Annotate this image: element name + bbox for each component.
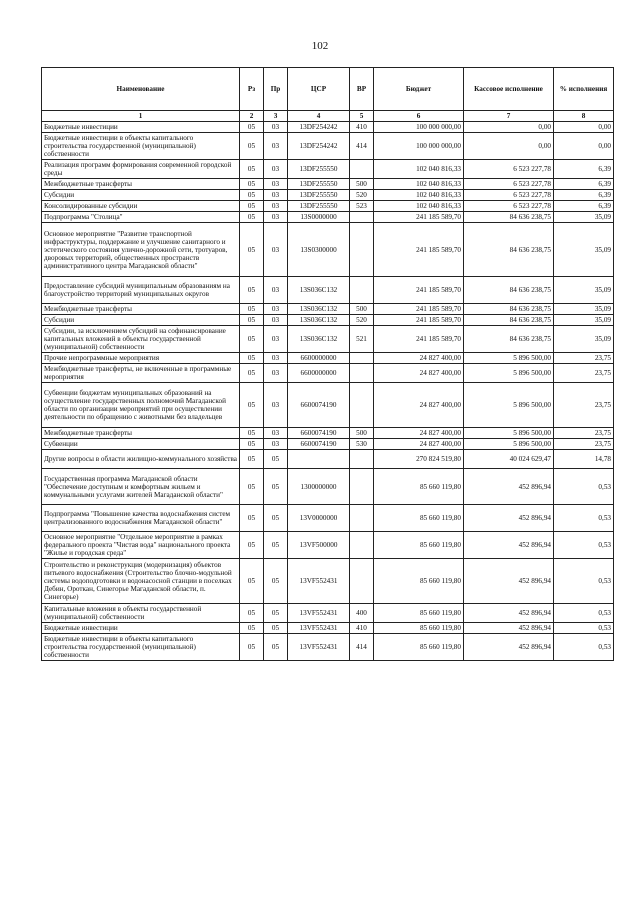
row-csr-cell: 13S036C132 xyxy=(288,315,350,326)
row-pr-cell: 05 xyxy=(264,604,288,623)
row-pr-cell: 03 xyxy=(264,439,288,450)
table-row xyxy=(42,223,614,277)
row-pct-cell: 23,75 xyxy=(554,439,614,450)
row-csr-cell: 13DF254242 xyxy=(288,133,350,160)
row-pct-cell: 35,09 xyxy=(554,223,614,277)
row-cash-cell: 5 896 500,00 xyxy=(464,353,554,364)
row-cash-cell: 6 523 227,78 xyxy=(464,201,554,212)
row-pr-cell: 03 xyxy=(264,353,288,364)
table-row xyxy=(42,179,614,190)
table-row xyxy=(42,201,614,212)
row-rz-cell: 05 xyxy=(240,383,264,428)
row-pct-cell: 35,09 xyxy=(554,277,614,304)
row-cash-cell: 452 896,94 xyxy=(464,559,554,604)
row-name-cell: Субсидии, за исключением субсидий на софинансирование капитальных вложений в объекты государственной (муниципальной) собственности xyxy=(42,326,240,353)
row-pct-cell: 35,09 xyxy=(554,315,614,326)
budget-execution-table xyxy=(41,67,614,661)
row-pct-cell: 23,75 xyxy=(554,383,614,428)
row-rz-cell: 05 xyxy=(240,133,264,160)
row-vr-cell: 520 xyxy=(350,190,374,201)
row-vr-cell xyxy=(350,469,374,505)
row-budget-cell: 24 827 400,00 xyxy=(374,428,464,439)
row-name-cell: Государственная программа Магаданской области "Обеспечение доступным и комфортным жильем и коммунальными услугами жителей Магаданской области" xyxy=(42,469,240,505)
row-csr-cell: 6600074190 xyxy=(288,383,350,428)
column-number: 5 xyxy=(350,111,374,122)
row-budget-cell: 85 660 119,80 xyxy=(374,532,464,559)
row-name-cell: Предоставление субсидий муниципальным образованиям на благоустройство территорий муниципальных округов xyxy=(42,277,240,304)
row-budget-cell: 85 660 119,80 xyxy=(374,623,464,634)
row-name-cell: Субсидии xyxy=(42,315,240,326)
row-cash-cell: 452 896,94 xyxy=(464,623,554,634)
row-name-cell: Основное мероприятие "Развитие транспортной инфраструктуры, поддержание и улучшение санитарного и эстетического состояния улично-дорожной сети, тротуаров, дворовых территорий, общественных пространств административного центра Магаданской области" xyxy=(42,223,240,277)
row-budget-cell: 24 827 400,00 xyxy=(374,364,464,383)
row-pr-cell: 03 xyxy=(264,160,288,179)
table-row xyxy=(42,133,614,160)
row-pr-cell: 03 xyxy=(264,179,288,190)
row-cash-cell: 452 896,94 xyxy=(464,532,554,559)
column-number: 2 xyxy=(240,111,264,122)
row-rz-cell: 05 xyxy=(240,315,264,326)
row-pr-cell: 03 xyxy=(264,201,288,212)
row-pct-cell: 35,09 xyxy=(554,212,614,223)
header-rz: Рз xyxy=(240,68,264,111)
table-row xyxy=(42,160,614,179)
row-csr-cell: 1300000000 xyxy=(288,469,350,505)
row-cash-cell: 452 896,94 xyxy=(464,505,554,532)
row-cash-cell: 5 896 500,00 xyxy=(464,383,554,428)
row-pr-cell: 03 xyxy=(264,304,288,315)
row-cash-cell: 84 636 238,75 xyxy=(464,315,554,326)
row-rz-cell: 05 xyxy=(240,439,264,450)
row-cash-cell: 40 024 629,47 xyxy=(464,450,554,469)
row-csr-cell: 6600000000 xyxy=(288,353,350,364)
row-rz-cell: 05 xyxy=(240,469,264,505)
row-name-cell: Бюджетные инвестиции xyxy=(42,122,240,133)
row-cash-cell: 452 896,94 xyxy=(464,634,554,661)
table-row xyxy=(42,190,614,201)
table-row xyxy=(42,532,614,559)
row-name-cell: Межбюджетные трансферты xyxy=(42,304,240,315)
table-row xyxy=(42,353,614,364)
row-pr-cell: 03 xyxy=(264,212,288,223)
row-pct-cell: 6,39 xyxy=(554,160,614,179)
column-number: 8 xyxy=(554,111,614,122)
row-cash-cell: 84 636 238,75 xyxy=(464,326,554,353)
row-csr-cell: 13V0000000 xyxy=(288,505,350,532)
column-number: 1 xyxy=(42,111,240,122)
row-pct-cell: 35,09 xyxy=(554,304,614,315)
row-vr-cell: 520 xyxy=(350,315,374,326)
row-rz-cell: 05 xyxy=(240,122,264,133)
table-header-row xyxy=(42,68,614,111)
column-number: 3 xyxy=(264,111,288,122)
column-number-row xyxy=(42,111,614,122)
row-vr-cell xyxy=(350,353,374,364)
column-number: 6 xyxy=(374,111,464,122)
row-rz-cell: 05 xyxy=(240,201,264,212)
row-vr-cell xyxy=(350,383,374,428)
table-row xyxy=(42,277,614,304)
table-row xyxy=(42,604,614,623)
row-pr-cell: 05 xyxy=(264,634,288,661)
row-vr-cell xyxy=(350,532,374,559)
row-vr-cell: 530 xyxy=(350,439,374,450)
row-pr-cell: 03 xyxy=(264,326,288,353)
row-budget-cell: 85 660 119,80 xyxy=(374,634,464,661)
row-vr-cell: 410 xyxy=(350,623,374,634)
row-pct-cell: 0,53 xyxy=(554,604,614,623)
row-vr-cell xyxy=(350,559,374,604)
row-csr-cell: 6600074190 xyxy=(288,439,350,450)
row-pct-cell: 0,53 xyxy=(554,532,614,559)
row-rz-cell: 05 xyxy=(240,364,264,383)
row-budget-cell: 85 660 119,80 xyxy=(374,604,464,623)
row-name-cell: Межбюджетные трансферты xyxy=(42,428,240,439)
row-rz-cell: 05 xyxy=(240,277,264,304)
row-csr-cell: 13S0000000 xyxy=(288,212,350,223)
header-name: Наименование xyxy=(42,68,240,111)
row-pct-cell: 14,78 xyxy=(554,450,614,469)
row-budget-cell: 241 185 589,70 xyxy=(374,277,464,304)
table-row xyxy=(42,623,614,634)
row-name-cell: Субвенции xyxy=(42,439,240,450)
row-pr-cell: 03 xyxy=(264,383,288,428)
row-vr-cell: 414 xyxy=(350,634,374,661)
table-row xyxy=(42,315,614,326)
row-name-cell: Основное мероприятие "Отдельное мероприятие в рамках федерального проекта "Чистая вода" национального проекта "Жилье и городская среда" xyxy=(42,532,240,559)
row-cash-cell: 6 523 227,78 xyxy=(464,179,554,190)
table-row xyxy=(42,212,614,223)
row-rz-cell: 05 xyxy=(240,428,264,439)
row-name-cell: Бюджетные инвестиции в объекты капитального строительства государственной (муниципальной) собственности xyxy=(42,634,240,661)
row-pr-cell: 03 xyxy=(264,277,288,304)
row-budget-cell: 102 040 816,33 xyxy=(374,190,464,201)
column-number: 4 xyxy=(288,111,350,122)
row-pct-cell: 0,53 xyxy=(554,505,614,532)
row-name-cell: Капитальные вложения в объекты государственной (муниципальной) собственности xyxy=(42,604,240,623)
row-pct-cell: 23,75 xyxy=(554,364,614,383)
header-vr: ВР xyxy=(350,68,374,111)
table-row xyxy=(42,428,614,439)
row-vr-cell: 500 xyxy=(350,179,374,190)
row-vr-cell xyxy=(350,505,374,532)
row-vr-cell: 521 xyxy=(350,326,374,353)
row-vr-cell xyxy=(350,160,374,179)
row-csr-cell: 6600074190 xyxy=(288,428,350,439)
row-budget-cell: 241 185 589,70 xyxy=(374,212,464,223)
row-csr-cell: 13VF552431 xyxy=(288,559,350,604)
header-pct: % исполнения xyxy=(554,68,614,111)
row-vr-cell xyxy=(350,212,374,223)
row-vr-cell: 410 xyxy=(350,122,374,133)
row-pr-cell: 03 xyxy=(264,122,288,133)
row-pct-cell: 0,00 xyxy=(554,122,614,133)
row-budget-cell: 102 040 816,33 xyxy=(374,201,464,212)
row-rz-cell: 05 xyxy=(240,634,264,661)
column-number: 7 xyxy=(464,111,554,122)
row-pr-cell: 05 xyxy=(264,505,288,532)
row-cash-cell: 84 636 238,75 xyxy=(464,304,554,315)
row-rz-cell: 05 xyxy=(240,604,264,623)
row-csr-cell: 13DF255550 xyxy=(288,160,350,179)
row-cash-cell: 0,00 xyxy=(464,122,554,133)
row-name-cell: Субвенции бюджетам муниципальных образований на осуществление государственных полномочий Магаданской области по организации мероприятий при осуществлении деятельности по обращению с животными без владельцев xyxy=(42,383,240,428)
row-budget-cell: 102 040 816,33 xyxy=(374,179,464,190)
row-cash-cell: 0,00 xyxy=(464,133,554,160)
row-cash-cell: 6 523 227,78 xyxy=(464,160,554,179)
row-rz-cell: 05 xyxy=(240,559,264,604)
row-rz-cell: 05 xyxy=(240,532,264,559)
row-budget-cell: 24 827 400,00 xyxy=(374,439,464,450)
row-name-cell: Подпрограмма "Повышение качества водоснабжения систем централизованного водоснабжения Магаданской области" xyxy=(42,505,240,532)
row-csr-cell: 13DF255550 xyxy=(288,179,350,190)
row-csr-cell: 13VF552431 xyxy=(288,623,350,634)
table-row xyxy=(42,122,614,133)
row-name-cell: Другие вопросы в области жилищно-коммунального хозяйства xyxy=(42,450,240,469)
row-budget-cell: 241 185 589,70 xyxy=(374,304,464,315)
row-csr-cell: 6600000000 xyxy=(288,364,350,383)
row-budget-cell: 85 660 119,80 xyxy=(374,469,464,505)
row-name-cell: Подпрограмма "Столица" xyxy=(42,212,240,223)
row-pct-cell: 6,39 xyxy=(554,190,614,201)
row-pct-cell: 0,53 xyxy=(554,634,614,661)
row-pct-cell: 35,09 xyxy=(554,326,614,353)
row-cash-cell: 5 896 500,00 xyxy=(464,439,554,450)
row-pct-cell: 0,53 xyxy=(554,623,614,634)
row-pr-cell: 03 xyxy=(264,364,288,383)
row-pr-cell: 03 xyxy=(264,428,288,439)
row-pct-cell: 6,39 xyxy=(554,179,614,190)
row-vr-cell xyxy=(350,450,374,469)
table-body xyxy=(42,122,614,661)
row-budget-cell: 24 827 400,00 xyxy=(374,383,464,428)
row-name-cell: Прочие непрограммные мероприятия xyxy=(42,353,240,364)
table-row xyxy=(42,364,614,383)
row-rz-cell: 05 xyxy=(240,623,264,634)
row-vr-cell xyxy=(350,223,374,277)
row-budget-cell: 241 185 589,70 xyxy=(374,315,464,326)
row-csr-cell: 13VF552431 xyxy=(288,604,350,623)
table-row xyxy=(42,326,614,353)
header-cash: Кассовое исполнение xyxy=(464,68,554,111)
row-pct-cell: 6,39 xyxy=(554,201,614,212)
table-row xyxy=(42,304,614,315)
row-name-cell: Реализация программ формирования современной городской среды xyxy=(42,160,240,179)
table-row xyxy=(42,634,614,661)
header-csr: ЦСР xyxy=(288,68,350,111)
row-cash-cell: 84 636 238,75 xyxy=(464,212,554,223)
row-cash-cell: 84 636 238,75 xyxy=(464,223,554,277)
row-rz-cell: 05 xyxy=(240,505,264,532)
table-row xyxy=(42,383,614,428)
row-name-cell: Бюджетные инвестиции в объекты капитального строительства государственной (муниципальной) собственности xyxy=(42,133,240,160)
row-pr-cell: 03 xyxy=(264,133,288,160)
row-pr-cell: 03 xyxy=(264,190,288,201)
row-name-cell: Межбюджетные трансферты, не включенные в программные мероприятия xyxy=(42,364,240,383)
row-cash-cell: 452 896,94 xyxy=(464,604,554,623)
table-row xyxy=(42,439,614,450)
row-name-cell: Бюджетные инвестиции xyxy=(42,623,240,634)
row-cash-cell: 5 896 500,00 xyxy=(464,428,554,439)
row-csr-cell: 13S036C132 xyxy=(288,304,350,315)
row-pr-cell: 05 xyxy=(264,450,288,469)
table-row xyxy=(42,450,614,469)
row-budget-cell: 24 827 400,00 xyxy=(374,353,464,364)
row-csr-cell: 13S0300000 xyxy=(288,223,350,277)
table-row xyxy=(42,505,614,532)
row-pr-cell: 05 xyxy=(264,559,288,604)
row-csr-cell: 13VF552431 xyxy=(288,634,350,661)
row-csr-cell: 13S036C132 xyxy=(288,326,350,353)
row-cash-cell: 6 523 227,78 xyxy=(464,190,554,201)
row-csr-cell: 13S036C132 xyxy=(288,277,350,304)
row-csr-cell xyxy=(288,450,350,469)
row-rz-cell: 05 xyxy=(240,223,264,277)
row-name-cell: Строительство и реконструкция (модернизация) объектов питьевого водоснабжения (Строительство блочно-модульной системы водоподготовки и водонасосной станции в поселках Дебин, Ороткан, Синегорье Магаданской области, п. Синегорье) xyxy=(42,559,240,604)
header-budget: Бюджет xyxy=(374,68,464,111)
page-number: 102 xyxy=(311,40,329,52)
row-name-cell: Консолидированные субсидии xyxy=(42,201,240,212)
row-vr-cell xyxy=(350,364,374,383)
row-rz-cell: 05 xyxy=(240,304,264,315)
row-csr-cell: 13DF255550 xyxy=(288,201,350,212)
row-vr-cell: 500 xyxy=(350,428,374,439)
row-cash-cell: 5 896 500,00 xyxy=(464,364,554,383)
row-pct-cell: 0,00 xyxy=(554,133,614,160)
row-pct-cell: 23,75 xyxy=(554,353,614,364)
table-row xyxy=(42,559,614,604)
row-rz-cell: 05 xyxy=(240,179,264,190)
row-pct-cell: 23,75 xyxy=(554,428,614,439)
row-rz-cell: 05 xyxy=(240,190,264,201)
row-budget-cell: 241 185 589,70 xyxy=(374,326,464,353)
row-csr-cell: 13VF500000 xyxy=(288,532,350,559)
row-pr-cell: 05 xyxy=(264,532,288,559)
row-pct-cell: 0,53 xyxy=(554,559,614,604)
row-pr-cell: 05 xyxy=(264,469,288,505)
row-vr-cell: 500 xyxy=(350,304,374,315)
row-pr-cell: 05 xyxy=(264,623,288,634)
row-rz-cell: 05 xyxy=(240,212,264,223)
row-pr-cell: 03 xyxy=(264,223,288,277)
row-name-cell: Субсидии xyxy=(42,190,240,201)
row-budget-cell: 241 185 589,70 xyxy=(374,223,464,277)
row-budget-cell: 85 660 119,80 xyxy=(374,505,464,532)
row-pct-cell: 0,53 xyxy=(554,469,614,505)
row-cash-cell: 84 636 238,75 xyxy=(464,277,554,304)
row-rz-cell: 05 xyxy=(240,326,264,353)
row-budget-cell: 85 660 119,80 xyxy=(374,559,464,604)
row-budget-cell: 270 824 519,80 xyxy=(374,450,464,469)
row-name-cell: Межбюджетные трансферты xyxy=(42,179,240,190)
row-rz-cell: 05 xyxy=(240,160,264,179)
row-csr-cell: 13DF254242 xyxy=(288,122,350,133)
row-vr-cell: 523 xyxy=(350,201,374,212)
row-pr-cell: 03 xyxy=(264,315,288,326)
row-vr-cell: 414 xyxy=(350,133,374,160)
row-csr-cell: 13DF255550 xyxy=(288,190,350,201)
table-row xyxy=(42,469,614,505)
row-budget-cell: 102 040 816,33 xyxy=(374,160,464,179)
row-rz-cell: 05 xyxy=(240,353,264,364)
row-cash-cell: 452 896,94 xyxy=(464,469,554,505)
row-vr-cell: 400 xyxy=(350,604,374,623)
header-pr: Пр xyxy=(264,68,288,111)
row-budget-cell: 100 000 000,00 xyxy=(374,122,464,133)
row-budget-cell: 100 000 000,00 xyxy=(374,133,464,160)
row-rz-cell: 05 xyxy=(240,450,264,469)
row-vr-cell xyxy=(350,277,374,304)
